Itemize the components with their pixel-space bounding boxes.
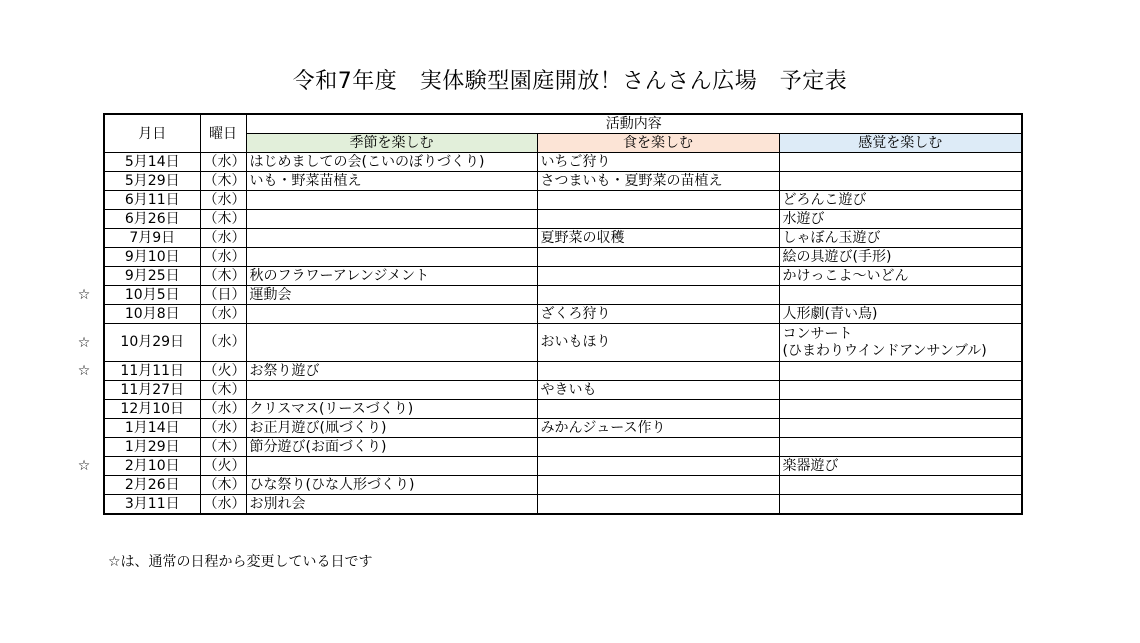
row-weekday: （水）: [200, 153, 246, 172]
table-row: [104, 400, 1022, 419]
row-date: 6月26日: [104, 210, 200, 229]
row-date: 6月11日: [104, 191, 200, 210]
table-row: [104, 248, 1022, 267]
row-senses-activity: 楽器遊び: [779, 457, 1022, 476]
row-senses-activity: [779, 419, 1022, 438]
row-weekday: （水）: [200, 305, 246, 324]
row-food-activity: みかんジュース作り: [537, 419, 779, 438]
row-season-activity: クリスマス(リースづくり): [246, 400, 537, 419]
row-date: 9月10日: [104, 248, 200, 267]
row-food-activity: [537, 495, 779, 515]
row-food-activity: [537, 457, 779, 476]
table-row: [104, 476, 1022, 495]
row-food-activity: [537, 267, 779, 286]
senses-line-1: コンサート: [782, 325, 853, 342]
row-weekday: （木）: [200, 267, 246, 286]
row-weekday: （木）: [200, 438, 246, 457]
table-row: [104, 172, 1022, 191]
row-season-activity: [246, 229, 537, 248]
table-row: [104, 191, 1022, 210]
row-season-activity: [246, 324, 537, 362]
schedule-table: [103, 113, 1023, 515]
table-row: [104, 381, 1022, 400]
row-senses-activity: かけっこよ～いどん: [779, 267, 1022, 286]
table-row: [104, 153, 1022, 172]
row-date: 3月11日: [104, 495, 200, 515]
header-food: 食を楽しむ: [537, 134, 779, 153]
row-senses-activity: どろんこ遊び: [779, 191, 1022, 210]
row-food-activity: [537, 210, 779, 229]
row-season-activity: 秋のフラワーアレンジメント: [246, 267, 537, 286]
table-row: [104, 495, 1022, 515]
row-weekday: （水）: [200, 324, 246, 362]
row-date: 1月14日: [104, 419, 200, 438]
row-senses-activity: [779, 324, 1022, 362]
table-row: [104, 305, 1022, 324]
row-season-activity: 節分遊び(お面づくり): [246, 438, 537, 457]
row-season-activity: はじめましての会(こいのぼりづくり): [246, 153, 537, 172]
row-weekday: （日）: [200, 286, 246, 305]
row-food-activity: やきいも: [537, 381, 779, 400]
row-senses-activity: 水遊び: [779, 210, 1022, 229]
row-season-activity: お別れ会: [246, 495, 537, 515]
table-row: [104, 267, 1022, 286]
table-row: [104, 210, 1022, 229]
row-food-activity: いちご狩り: [537, 153, 779, 172]
changed-date-star-icon: ☆: [77, 363, 91, 379]
header-season: 季節を楽しむ: [246, 134, 537, 153]
table-row: [104, 457, 1022, 476]
row-date: 11月11日: [104, 362, 200, 381]
row-weekday: （水）: [200, 400, 246, 419]
header-activity: 活動内容: [246, 114, 1022, 134]
row-season-activity: [246, 248, 537, 267]
row-senses-activity: しゃぼん玉遊び: [779, 229, 1022, 248]
row-senses-activity: [779, 172, 1022, 191]
row-season-activity: [246, 381, 537, 400]
row-date: 11月27日: [104, 381, 200, 400]
row-season-activity: [246, 305, 537, 324]
row-senses-activity: [779, 362, 1022, 381]
row-senses-activity: [779, 476, 1022, 495]
row-food-activity: [537, 191, 779, 210]
row-weekday: （木）: [200, 210, 246, 229]
row-food-activity: [537, 286, 779, 305]
row-weekday: （木）: [200, 381, 246, 400]
row-date: 10月8日: [104, 305, 200, 324]
row-weekday: （水）: [200, 419, 246, 438]
row-date: 7月9日: [104, 229, 200, 248]
row-season-activity: [246, 191, 537, 210]
header-senses: 感覚を楽しむ: [779, 134, 1022, 153]
row-weekday: （木）: [200, 476, 246, 495]
row-senses-activity: 人形劇(青い鳥): [779, 305, 1022, 324]
senses-line-2: (ひまわりウインドアンサンブル): [782, 342, 987, 359]
table-row: [104, 324, 1022, 362]
table-row: [104, 286, 1022, 305]
header-month-day: 月日: [104, 114, 200, 153]
changed-date-star-icon: ☆: [77, 458, 91, 474]
row-senses-activity: [779, 400, 1022, 419]
row-senses-activity: [779, 153, 1022, 172]
changed-date-star-icon: ☆: [77, 287, 91, 303]
row-season-activity: ひな祭り(ひな人形づくり): [246, 476, 537, 495]
row-season-activity: [246, 457, 537, 476]
row-date: 1月29日: [104, 438, 200, 457]
row-food-activity: 夏野菜の収穫: [537, 229, 779, 248]
table-row: [104, 229, 1022, 248]
header-weekday: 曜日: [200, 114, 246, 153]
row-date: 12月10日: [104, 400, 200, 419]
table-row: [104, 362, 1022, 381]
row-date: 2月10日: [104, 457, 200, 476]
changed-date-star-icon: ☆: [77, 334, 91, 351]
row-weekday: （水）: [200, 495, 246, 515]
row-senses-activity: 絵の具遊び(手形): [779, 248, 1022, 267]
row-food-activity: [537, 400, 779, 419]
row-date: 5月14日: [104, 153, 200, 172]
row-date: 10月29日: [104, 324, 200, 362]
row-date: 5月29日: [104, 172, 200, 191]
row-food-activity: [537, 438, 779, 457]
row-weekday: （火）: [200, 362, 246, 381]
row-senses-activity: [779, 438, 1022, 457]
row-season-activity: お正月遊び(凧づくり): [246, 419, 537, 438]
row-senses-activity: [779, 381, 1022, 400]
row-weekday: （水）: [200, 229, 246, 248]
page-title: 令和7年度 実体験型園庭開放！さんさん広場 予定表: [292, 69, 848, 94]
row-date: 9月25日: [104, 267, 200, 286]
row-weekday: （水）: [200, 191, 246, 210]
row-weekday: （木）: [200, 172, 246, 191]
row-senses-activity: [779, 286, 1022, 305]
row-food-activity: [537, 476, 779, 495]
table-row: [104, 438, 1022, 457]
table-row: [104, 419, 1022, 438]
row-weekday: （火）: [200, 457, 246, 476]
row-season-activity: いも・野菜苗植え: [246, 172, 537, 191]
row-food-activity: さつまいも・夏野菜の苗植え: [537, 172, 779, 191]
row-season-activity: 運動会: [246, 286, 537, 305]
row-season-activity: お祭り遊び: [246, 362, 537, 381]
footnote: ☆は、通常の日程から変更している日です: [108, 554, 373, 570]
row-food-activity: [537, 248, 779, 267]
row-date: 2月26日: [104, 476, 200, 495]
row-season-activity: [246, 210, 537, 229]
row-weekday: （水）: [200, 248, 246, 267]
row-senses-activity: [779, 495, 1022, 515]
row-food-activity: おいもほり: [537, 324, 779, 362]
row-food-activity: ざくろ狩り: [537, 305, 779, 324]
row-date: 10月5日: [104, 286, 200, 305]
row-food-activity: [537, 362, 779, 381]
